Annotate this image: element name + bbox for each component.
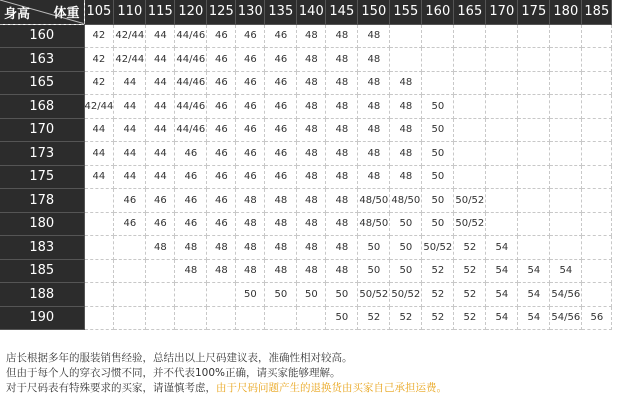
weight-header: 160: [422, 0, 454, 24]
size-cell: [518, 71, 550, 95]
size-cell: 48: [297, 189, 326, 213]
size-cell: [454, 24, 486, 48]
weight-header: 105: [84, 0, 114, 24]
size-cell: [84, 212, 114, 236]
size-cell: 54: [486, 283, 518, 307]
size-cell: 50: [358, 236, 390, 260]
return-shipping-warning: 由于尺码问题产生的退换货由买家自己承担运费。: [216, 382, 447, 394]
size-cell: 48: [326, 212, 358, 236]
size-cell: 48: [236, 212, 265, 236]
size-cell: [422, 24, 454, 48]
size-cell: [207, 283, 236, 307]
size-cell: [550, 212, 582, 236]
size-cell: 46: [207, 142, 236, 166]
size-cell: 50: [422, 118, 454, 142]
size-cell: [486, 142, 518, 166]
size-cell: 46: [265, 24, 297, 48]
size-cell: 46: [265, 71, 297, 95]
size-cell: [550, 118, 582, 142]
size-cell: 50/52: [422, 236, 454, 260]
height-axis-label: 身高: [4, 6, 31, 22]
size-cell: 50: [236, 283, 265, 307]
weight-header: 155: [390, 0, 422, 24]
size-cell: 54: [518, 306, 550, 330]
size-cell: [486, 71, 518, 95]
size-cell: [582, 142, 612, 166]
size-cell: 42: [84, 71, 114, 95]
size-cell: [297, 306, 326, 330]
size-cell: 54: [518, 283, 550, 307]
size-cell: 46: [207, 24, 236, 48]
size-cell: [582, 165, 612, 189]
height-header: 178: [0, 189, 84, 213]
size-cell: 44/46: [175, 95, 207, 119]
note-line-3: [6, 381, 447, 396]
weight-header: 180: [550, 0, 582, 24]
note-line-1: 店长根据多年的服装销售经验，总结出以上尺码建议表，准确性相对较高。: [6, 352, 353, 364]
size-cell: [486, 189, 518, 213]
size-cell: 48: [326, 24, 358, 48]
table-row: [0, 236, 612, 260]
size-cell: 44: [146, 95, 175, 119]
size-cell: 48/50: [390, 189, 422, 213]
weight-header: 185: [582, 0, 612, 24]
size-cell: 46: [207, 212, 236, 236]
size-cell: 48: [297, 165, 326, 189]
table-row: [0, 118, 612, 142]
size-cell: 48: [207, 259, 236, 283]
height-header: 185: [0, 259, 84, 283]
size-cell: 48: [265, 212, 297, 236]
size-cell: 46: [236, 165, 265, 189]
weight-header: 150: [358, 0, 390, 24]
size-cell: [454, 118, 486, 142]
table-row: [0, 212, 612, 236]
size-cell: 48: [326, 48, 358, 72]
size-cell: 50: [390, 236, 422, 260]
size-cell: 48: [390, 118, 422, 142]
size-notes: [6, 351, 447, 396]
size-cell: 54: [486, 259, 518, 283]
height-header: 160: [0, 24, 84, 48]
table-row: [0, 306, 612, 330]
size-cell: 42/44: [114, 48, 146, 72]
size-cell: 44/46: [175, 118, 207, 142]
height-header: 170: [0, 118, 84, 142]
size-cell: 44: [114, 71, 146, 95]
size-cell: [582, 71, 612, 95]
size-cell: [582, 189, 612, 213]
size-cell: 50: [265, 283, 297, 307]
size-cell: 44/46: [175, 71, 207, 95]
table-row: [0, 71, 612, 95]
weight-header: 135: [265, 0, 297, 24]
size-cell: [518, 95, 550, 119]
size-cell: 44: [114, 165, 146, 189]
size-cell: [550, 236, 582, 260]
size-cell: 42/44: [114, 24, 146, 48]
size-cell: 54: [486, 306, 518, 330]
weight-header-row: [0, 0, 612, 24]
height-header: 180: [0, 212, 84, 236]
size-cell: 52: [422, 259, 454, 283]
size-cell: [265, 306, 297, 330]
size-cell: [518, 24, 550, 48]
size-cell: 50: [422, 189, 454, 213]
size-cell: 46: [236, 48, 265, 72]
size-cell: 46: [265, 48, 297, 72]
size-cell: [486, 95, 518, 119]
size-cell: 42/44: [84, 95, 114, 119]
height-header: 183: [0, 236, 84, 260]
weight-header: 125: [207, 0, 236, 24]
size-cell: [518, 165, 550, 189]
size-cell: [454, 142, 486, 166]
size-cell: [582, 24, 612, 48]
size-cell: 46: [236, 71, 265, 95]
size-cell: 46: [265, 165, 297, 189]
size-cell: [486, 48, 518, 72]
size-cell: 48: [326, 142, 358, 166]
size-cell: [550, 24, 582, 48]
size-cell: 44: [146, 24, 175, 48]
size-cell: 50/52: [390, 283, 422, 307]
size-cell: 48: [297, 118, 326, 142]
size-cell: 50: [390, 259, 422, 283]
size-cell: [146, 259, 175, 283]
size-cell: 48: [326, 95, 358, 119]
size-cell: [114, 283, 146, 307]
size-cell: 44: [84, 118, 114, 142]
size-cell: [582, 236, 612, 260]
table-row: [0, 189, 612, 213]
size-cell: [175, 283, 207, 307]
height-header: 175: [0, 165, 84, 189]
weight-header: 115: [146, 0, 175, 24]
size-cell: 46: [175, 165, 207, 189]
size-cell: 48: [358, 48, 390, 72]
size-cell: [84, 236, 114, 260]
size-cell: [454, 48, 486, 72]
size-cell: 50: [297, 283, 326, 307]
size-cell: 50: [422, 212, 454, 236]
size-cell: 46: [146, 212, 175, 236]
size-cell: 46: [236, 142, 265, 166]
size-cell: 54/56: [550, 283, 582, 307]
size-cell: [582, 212, 612, 236]
size-cell: 56: [582, 306, 612, 330]
size-cell: 46: [207, 48, 236, 72]
size-cell: 46: [265, 95, 297, 119]
size-cell: 46: [207, 189, 236, 213]
size-cell: 48: [297, 48, 326, 72]
size-cell: 48: [358, 24, 390, 48]
size-cell: 48: [265, 189, 297, 213]
size-cell: 46: [207, 71, 236, 95]
size-cell: [84, 259, 114, 283]
table-row: [0, 95, 612, 119]
size-cell: 52: [422, 283, 454, 307]
size-cell: 52: [358, 306, 390, 330]
size-cell: 48: [358, 142, 390, 166]
size-cell: [550, 48, 582, 72]
height-header: 165: [0, 71, 84, 95]
size-cell: [454, 165, 486, 189]
size-cell: [422, 71, 454, 95]
size-cell: 50: [390, 212, 422, 236]
size-cell: 44: [146, 48, 175, 72]
size-cell: 48: [358, 71, 390, 95]
size-cell: 44: [146, 71, 175, 95]
size-cell: [582, 95, 612, 119]
size-cell: 48: [236, 259, 265, 283]
size-cell: 52: [454, 306, 486, 330]
weight-header: 165: [454, 0, 486, 24]
height-header: 163: [0, 48, 84, 72]
size-table-body: [0, 24, 612, 330]
size-cell: 48: [297, 142, 326, 166]
size-cell: 50: [358, 259, 390, 283]
size-cell: 48: [358, 95, 390, 119]
size-cell: 46: [207, 118, 236, 142]
size-cell: 52: [454, 259, 486, 283]
size-cell: [550, 95, 582, 119]
size-cell: [550, 142, 582, 166]
size-cell: [550, 165, 582, 189]
size-cell: 52: [422, 306, 454, 330]
size-cell: 46: [236, 24, 265, 48]
size-cell: 54: [486, 236, 518, 260]
size-cell: 50/52: [454, 189, 486, 213]
size-cell: 48/50: [358, 212, 390, 236]
size-cell: [486, 24, 518, 48]
size-cell: 44: [114, 118, 146, 142]
size-cell: 44: [114, 95, 146, 119]
height-header: 190: [0, 306, 84, 330]
size-cell: [84, 306, 114, 330]
size-cell: 44: [146, 165, 175, 189]
size-cell: 48: [326, 259, 358, 283]
weight-header: 170: [486, 0, 518, 24]
size-cell: [486, 118, 518, 142]
weight-header: 145: [326, 0, 358, 24]
size-cell: 50: [326, 283, 358, 307]
size-cell: [175, 306, 207, 330]
weight-header: 140: [297, 0, 326, 24]
size-cell: 54: [518, 259, 550, 283]
size-cell: 42: [84, 48, 114, 72]
size-cell: 46: [236, 95, 265, 119]
table-row: [0, 259, 612, 283]
size-cell: 46: [265, 142, 297, 166]
height-header: 173: [0, 142, 84, 166]
size-cell: 44/46: [175, 24, 207, 48]
size-cell: 44: [146, 118, 175, 142]
size-cell: [114, 259, 146, 283]
size-cell: 48: [297, 236, 326, 260]
size-cell: 48: [297, 71, 326, 95]
size-cell: 44/46: [175, 48, 207, 72]
size-cell: [114, 236, 146, 260]
size-cell: 48: [326, 71, 358, 95]
size-cell: [236, 306, 265, 330]
size-cell: [582, 48, 612, 72]
size-cell: 50/52: [454, 212, 486, 236]
size-cell: 46: [236, 118, 265, 142]
size-cell: 48: [390, 142, 422, 166]
size-cell: 48: [146, 236, 175, 260]
size-cell: 48: [297, 24, 326, 48]
size-cell: 48: [175, 259, 207, 283]
size-cell: 52: [454, 283, 486, 307]
size-cell: 48: [175, 236, 207, 260]
size-cell: [390, 24, 422, 48]
size-cell: 46: [114, 212, 146, 236]
size-cell: 48: [358, 118, 390, 142]
size-cell: 44: [84, 142, 114, 166]
size-cell: [84, 189, 114, 213]
size-cell: 44: [146, 142, 175, 166]
note-line-3-text: 对于尺码表有特殊要求的买家，请谨慎考虑，: [6, 382, 216, 394]
size-cell: 52: [454, 236, 486, 260]
size-cell: [454, 71, 486, 95]
size-cell: 48: [207, 236, 236, 260]
size-cell: 42: [84, 24, 114, 48]
size-cell: [114, 306, 146, 330]
size-cell: 46: [207, 165, 236, 189]
size-cell: [518, 212, 550, 236]
size-cell: 48: [326, 165, 358, 189]
weight-axis-label: 体重: [53, 6, 80, 21]
size-cell: [582, 118, 612, 142]
size-cell: [486, 165, 518, 189]
size-cell: 48: [326, 118, 358, 142]
size-cell: 48: [358, 165, 390, 189]
size-cell: 52: [390, 306, 422, 330]
size-cell: 46: [114, 189, 146, 213]
size-cell: 48: [265, 236, 297, 260]
weight-header: 120: [175, 0, 207, 24]
size-cell: 48: [297, 259, 326, 283]
size-cell: 48: [390, 95, 422, 119]
size-cell: 50: [326, 306, 358, 330]
size-cell: 54: [550, 259, 582, 283]
table-row: [0, 165, 612, 189]
size-cell: 48: [297, 95, 326, 119]
size-cell: [582, 283, 612, 307]
size-cell: 50: [422, 95, 454, 119]
size-cell: 46: [146, 189, 175, 213]
size-cell: [486, 212, 518, 236]
size-cell: 46: [207, 95, 236, 119]
note-line-2: 但由于每个人的穿衣习惯不同，并不代表100%正确，请买家能够理解。: [6, 367, 341, 379]
size-cell: [582, 259, 612, 283]
size-cell: 50/52: [358, 283, 390, 307]
table-row: [0, 283, 612, 307]
table-row: [0, 48, 612, 72]
size-cell: 48: [390, 165, 422, 189]
table-row: [0, 142, 612, 166]
height-header: 168: [0, 95, 84, 119]
size-cell: [518, 142, 550, 166]
size-cell: [518, 236, 550, 260]
size-cell: [207, 306, 236, 330]
table-corner-cell: [0, 0, 84, 24]
weight-header: 175: [518, 0, 550, 24]
table-row: [0, 24, 612, 48]
size-cell: [550, 189, 582, 213]
size-cell: [518, 189, 550, 213]
weight-header: 110: [114, 0, 146, 24]
size-cell: 48: [236, 236, 265, 260]
size-cell: 46: [175, 212, 207, 236]
size-cell: [84, 283, 114, 307]
size-cell: [518, 118, 550, 142]
size-cell: 46: [175, 142, 207, 166]
size-cell: 44: [114, 142, 146, 166]
size-cell: 48: [236, 189, 265, 213]
size-cell: [550, 71, 582, 95]
size-cell: 48: [390, 71, 422, 95]
size-cell: 50: [422, 165, 454, 189]
size-cell: [390, 48, 422, 72]
size-cell: 46: [265, 118, 297, 142]
size-cell: [422, 48, 454, 72]
height-header: 188: [0, 283, 84, 307]
size-cell: [146, 306, 175, 330]
size-cell: [454, 95, 486, 119]
size-cell: 48: [326, 236, 358, 260]
size-cell: 46: [175, 189, 207, 213]
size-cell: 48: [326, 189, 358, 213]
size-cell: 54/56: [550, 306, 582, 330]
size-cell: 44: [84, 165, 114, 189]
weight-header: 130: [236, 0, 265, 24]
size-cell: [518, 48, 550, 72]
size-cell: 48: [265, 259, 297, 283]
size-cell: 48/50: [358, 189, 390, 213]
size-cell: 50: [422, 142, 454, 166]
size-cell: [146, 283, 175, 307]
size-cell: 48: [297, 212, 326, 236]
